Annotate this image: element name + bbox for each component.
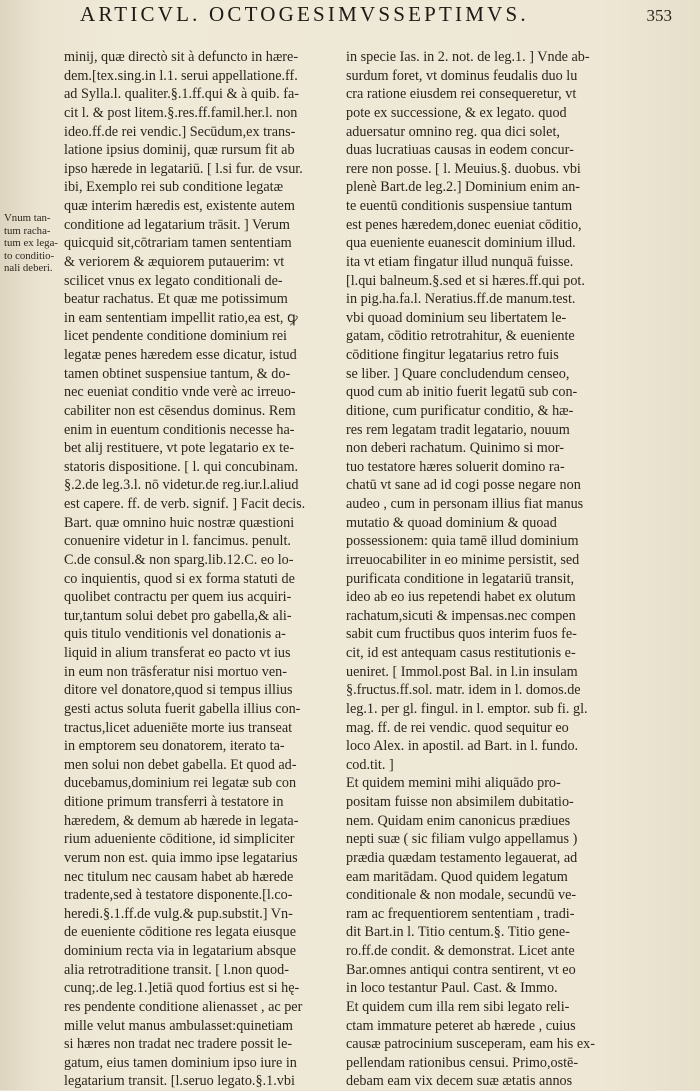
text-line: est penes hæredem,donec eueniat cōditio, <box>346 216 582 233</box>
text-line: ideo ab eo ius repetendi habet ex olutum <box>346 589 576 606</box>
text-line: men solui non debet gabella. Et quod ad- <box>64 756 297 773</box>
text-line: in emptorem seu donatorem, iterato ta- <box>64 738 285 755</box>
text-line: se liber. ] Quare concludendum censeo, <box>346 365 570 382</box>
text-line: cabiliter non est cēsendus dominus. Rem <box>64 402 296 419</box>
text-line: in eam sententiam impellit ratio,ea est, ꝙ <box>64 309 298 326</box>
text-line: legatarium transit. [l.seruo legato.§.1.vbi <box>64 1073 295 1090</box>
text-line: nem. Quidam enim canonicus prædiues <box>346 812 571 829</box>
text-line: in pig.ha.fa.l. Neratius.ff.de manum.test. <box>346 291 576 308</box>
text-line: & veriorem & æquiorem putauerim: vt <box>64 253 285 270</box>
text-line: qua eueniente euanescit dominium illud. <box>346 235 576 252</box>
margin-note-line: nali deberi. <box>4 262 53 275</box>
text-line: cit l. & post litem.§.res.ff.famil.her.l. non <box>64 104 298 121</box>
text-line: heredi.§.1.ff.de vulg.& pup.substit.] Vn- <box>64 905 293 922</box>
margin-note-line: tum ex lega- <box>4 237 58 250</box>
text-line: ditione primum transferri à testatore in <box>64 794 284 810</box>
text-line: quis titulo venditionis vel donationis a- <box>64 626 286 643</box>
text-line: C.de consul.& non sparg.lib.12.C. eo lo- <box>64 551 294 568</box>
text-line: verum non est. quia immo ipse legatarius <box>64 849 298 866</box>
text-line: sabit cum fructibus quos interim fuos fe- <box>346 626 577 643</box>
text-line: ideo.ff.de rei vendic.] Secūdum,ex trans- <box>64 123 296 140</box>
text-line: scilicet vnus ex legato conditionali de- <box>64 272 283 289</box>
text-line: aduersatur omnino reg. qua dici solet, <box>346 123 560 140</box>
text-line: purificata conditione in legatariū transit, <box>346 570 575 587</box>
text-line: in specie Ias. in 2. not. de leg.1. ] Vnde ab- <box>346 49 590 65</box>
text-line: §.fructus.ff.sol. matr. idem in l. domos.de <box>346 682 581 699</box>
text-line: te euentū conditionis suspensiue tantum <box>346 198 573 214</box>
text-line: cunq;.de leg.1.]etiā quod fortius est si hę- <box>64 980 300 997</box>
text-line: duas lucratiuas causas in eodem concur- <box>346 142 574 159</box>
text-line: minij, quæ directò sit à defuncto in hære- <box>64 49 299 65</box>
text-line: ram ac frequentiorem sententiam , tradi- <box>346 905 575 922</box>
text-line: audeo , cum in personam illius fiat manus <box>346 496 584 512</box>
text-line: non deberi rachatum. Quinimo si mor- <box>346 440 564 457</box>
text-line: mille velut manus ambulasset:quinetiam <box>64 1017 293 1034</box>
text-line: gatam, cōditio retrotrahitur, & eueniente <box>346 328 575 345</box>
text-line: latione ipsius dominij, quæ rursum fit ab <box>64 142 295 159</box>
text-line: Bart. quæ omnino huic nostræ quæstioni <box>64 514 295 531</box>
text-line: plenè Bart.de leg.2.] Dominium enim an- <box>346 179 581 196</box>
text-line: possessionem: quia tamē illud dominium <box>346 533 579 550</box>
text-line: enim in euentum conditionis necesse ha- <box>64 421 295 438</box>
text-line: [l.qui balneum.§.sed et si hæres.ff.qui pot. <box>346 272 585 289</box>
text-line: dem.[tex.sing.in l.1. serui appellatione.ff. <box>64 67 298 84</box>
text-line: rachatum,sicuti & impensas.nec compen <box>346 607 576 624</box>
text-line: legatæ penes hæredem esse dicatur, istud <box>64 347 297 363</box>
text-line: dominium recta via in legatarium absque <box>64 943 297 959</box>
text-line: ipso hærede in legatariū. [ l.si fur. de vsur. <box>64 160 303 177</box>
text-line: mag. ff. de rei vendic. quod sequitur eo <box>346 719 569 736</box>
text-line: gatum, eius tamen dominium ipso iure in <box>64 1054 297 1071</box>
text-line: licet pendente conditione dominium rei <box>64 328 287 345</box>
text-line: cōditione fingitur legatarius retro fuis <box>346 347 559 363</box>
text-line: bet alij restituere, vt pote legatario ex te- <box>64 440 295 457</box>
text-line: prædia quædam testamento legauerat, ad <box>346 849 578 866</box>
text-line: mutatio & quoad dominium & quoad <box>346 514 557 531</box>
text-line: cit, id est antequam casus restitutionis e- <box>346 645 576 661</box>
text-line: nec eueniat conditio vnde verè ac irreuo- <box>64 384 296 401</box>
text-line: positam fuisse non absimilem dubitatio- <box>346 794 574 810</box>
text-line: alia retrotraditione transit. [ l.non quod- <box>64 961 289 978</box>
margin-note <box>4 212 62 275</box>
text-line: §.2.de leg.3.l. nō videtur.de reg.iur.l.aliud <box>64 477 299 494</box>
text-line: ibi, Exemplo rei sub conditione legatæ <box>64 179 284 196</box>
text-line: res rem legatam tradit legatario, nouum <box>346 421 570 438</box>
left-text-column <box>64 48 336 1091</box>
text-line: si hæres non tradat nec tradere possit le- <box>64 1036 293 1053</box>
text-line: in loco testantur Paul. Cast. & Immo. <box>346 980 558 997</box>
text-line: beatur rachatus. Et quæ me potissimum <box>64 291 288 308</box>
text-line: res pendente conditione alienasset , ac per <box>64 998 303 1015</box>
text-line: est capere. ff. de verb. signif. ] Facit decis. <box>64 496 306 512</box>
margin-note-line: tum racha- <box>4 224 51 237</box>
text-line: hæredem, & demum ab hærede in legata- <box>64 812 299 829</box>
text-line: ditore vel donatore,quod si tempus illius <box>64 682 293 699</box>
text-line: Bar.omnes antiqui contra sentirent, vt eo <box>346 961 576 978</box>
text-line: cra ratione eiusdem rei consequeretur, vt <box>346 86 577 103</box>
text-line: dit Bart.in l. Titio centum.§. Titio gene- <box>346 924 570 941</box>
text-line: cod.tit. ] <box>346 756 394 773</box>
text-line: vbi quoad dominium seu libertatem le- <box>346 309 567 326</box>
running-title: ARTICVL. OCTOGESIMVSSEPTIMVS. <box>80 2 529 26</box>
text-line: rium adueniente cōditione, id simpliciter <box>64 831 295 848</box>
text-line: rere non posse. [ l. Meuius.§. duobus. vbi <box>346 160 581 177</box>
text-line: causæ patrocinium susceperam, eam his ex- <box>346 1036 595 1053</box>
text-line: tradente,sed à testatore disponente.[l.co- <box>64 887 293 904</box>
text-line: quolibet contractu per quem ius acquiri- <box>64 589 292 606</box>
text-line: de eueniente cōditione res legata eiusque <box>64 924 297 941</box>
text-line: loco Alex. in apostil. ad Bart. in l. fundo. <box>346 738 579 755</box>
text-line: liquid in alium transferat eo pacto vt ius <box>64 645 291 661</box>
text-line: ueniret. [ Immol.post Bal. in l.in insulam <box>346 663 578 680</box>
text-line: gesti actus soluta fuerit gabella illius con- <box>64 700 301 717</box>
right-text-column <box>346 48 614 1091</box>
text-line: co inquientis, quod si ex forma statuti de <box>64 570 295 587</box>
text-line: tuo testatore hæres soluerit domino ra- <box>346 458 565 475</box>
text-line: conditionale & non modale, secundū ve- <box>346 887 577 904</box>
text-line: nepti suæ ( sic filiam vulgo appellamus ) <box>346 831 578 848</box>
text-line: surdum foret, vt dominus feudalis duo lu <box>346 67 578 84</box>
text-line: eam maritādam. Quod quidem legatum <box>346 868 568 885</box>
text-line: chatū vt sane ad id cogi posse negare non <box>346 477 581 494</box>
text-line: conditione ad legatarium trāsit. ] Verum <box>64 216 290 233</box>
text-line: irreuocabiliter in eo minime persistit, sed <box>346 551 580 568</box>
text-line: conuenire videtur in l. fancimus. penult. <box>64 533 291 550</box>
margin-note-line: Vnum tan- <box>4 212 51 224</box>
text-line: pellendam rationibus censui. Primo,ostē- <box>346 1054 579 1071</box>
text-line: Et quidem cum illa rem sibi legato reli- <box>346 998 570 1015</box>
text-line: ctam immature peteret ab hærede , cuius <box>346 1017 576 1034</box>
text-line: tractus,licet adueniēte morte ius transeat <box>64 719 293 736</box>
text-line: statoris dispositione. [ l. qui concubinam. <box>64 458 299 475</box>
text-line: ro.ff.de condit. & demonstrat. Licet ante <box>346 943 575 959</box>
text-line: ad Sylla.l. qualiter.§.1.ff.qui & à quib. fa- <box>64 86 299 103</box>
text-line: in eum non trāsferatur nisi mortuo ven- <box>64 663 288 680</box>
text-line: quæ interim hæredis est, existente autem <box>64 198 295 214</box>
page-header <box>80 2 680 42</box>
text-line: ditione, cum purificatur conditio, & hæ- <box>346 402 574 419</box>
text-line: ita vt etiam fingatur illud nunquā fuisse. <box>346 253 574 270</box>
text-line: debam eam vix decem suæ ætatis annos <box>346 1073 573 1090</box>
text-line: quod cum ab initio fuerit legatū sub con- <box>346 384 578 401</box>
text-line: tur,tantum solui debet pro gabella,& ali- <box>64 607 292 624</box>
text-line: pote ex successione, & ex legato. quod <box>346 104 567 121</box>
page-number: 353 <box>646 6 672 25</box>
text-line: leg.1. per gl. fingul. in l. emptor. sub fi. gl. <box>346 700 588 717</box>
text-line: Et quidem memini mihi aliquādo pro- <box>346 775 561 792</box>
text-line: nec titulum nec causam habet ab hærede <box>64 868 294 885</box>
text-line: quicquid sit,cōtrariam tamen sententiam <box>64 235 292 252</box>
margin-note-line: to conditio- <box>4 249 55 262</box>
text-line: ducebamus,dominium rei legatæ sub con <box>64 775 297 792</box>
text-line: tamen obtinet suspensiue tantum, & do- <box>64 365 291 382</box>
